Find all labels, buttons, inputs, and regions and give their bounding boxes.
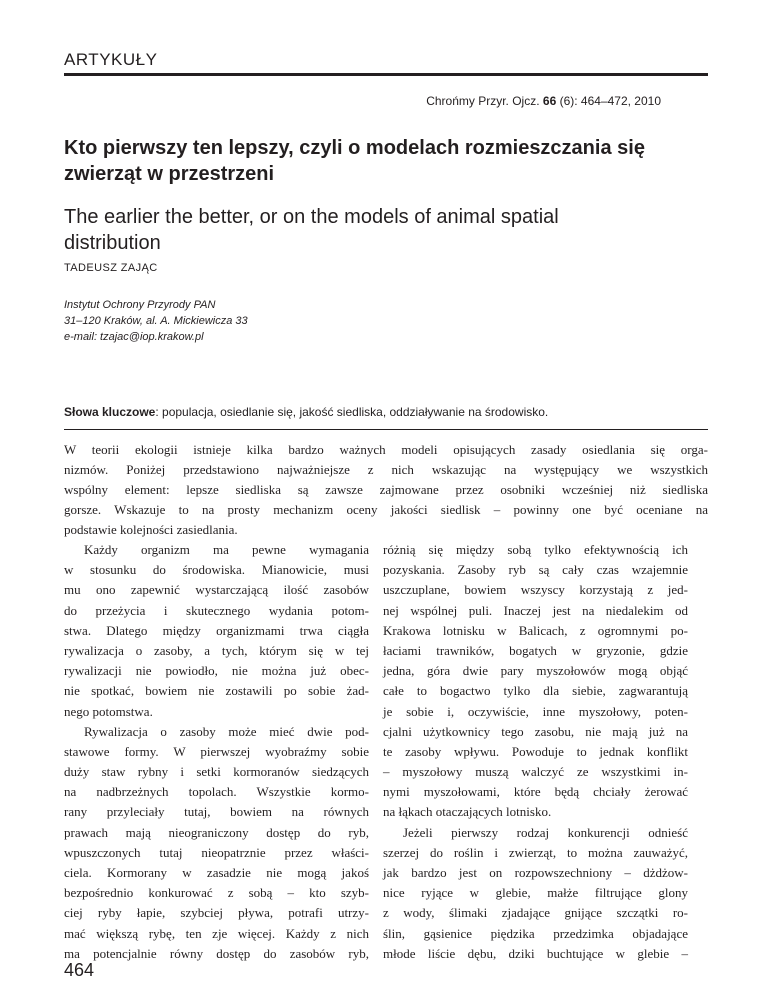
body-line: jedna, góra dwie pary myszołowów mogą objąć (383, 663, 688, 679)
body-line: całe to bogactwo tylko dla siebie, zagwarantują (383, 683, 688, 699)
body-line: stawowe formy. W pierwszej wyobraźmy sobie (64, 743, 369, 759)
journal-ref-suffix: (6): 464–472, 2010 (556, 94, 661, 108)
body-line: Każdy organizm ma pewne wymagania (84, 542, 369, 557)
body-line: jak bardzo jest on rozpowszechniony – dżdżow- (383, 865, 688, 880)
affiliation-email: e-mail: tzajac@iop.krakow.pl (64, 331, 204, 343)
body-line: w stosunku do środowiska. Mianowicie, musi (64, 562, 369, 578)
title-line: zwierząt w przestrzeni (64, 163, 275, 185)
body-line: rany przyleciały tutaj, bowiem na równych (64, 804, 369, 820)
keywords (64, 405, 724, 419)
journal-ref-volume: 66 (542, 94, 557, 108)
body-line: je sobie i, oczywiście, inne myszołowy, poten- (383, 703, 688, 719)
body-line: nymi myszołowami, które będą chciały żerować (383, 784, 688, 800)
body-line: ciej ryby łapie, szybciej pływa, potrafi utrzy- (64, 905, 369, 921)
body-line: nie spotkać, bowiem nie zostawili po sobie żad- (64, 683, 369, 699)
article-title-polish (64, 135, 664, 187)
section-label: ARTYKUŁY (64, 50, 158, 69)
body-line: ciela. Kormorany w zasadzie nie mogą jakoś (64, 865, 369, 880)
body-line: rywalizacja o zasoby, a tych, którym się w tej (64, 642, 369, 658)
title-line: The earlier the better, or on the models of animal spatial (64, 206, 559, 228)
title-line: Kto pierwszy ten lepszy, czyli o modelach rozmieszczania się (64, 137, 645, 159)
body-line: te zasoby wpływu. Powoduje to jednak konflikt (383, 743, 688, 759)
body-line: ślin, gąsienice piędzika przedzimka objadające (383, 925, 688, 941)
abstract (64, 440, 708, 540)
body-line: szerzej do roślin i zwierząt, to można zauważyć, (383, 844, 688, 860)
body-line: wpuszczonych tutaj nieopatrznie przez właści- (64, 844, 369, 860)
body-line: stwa. Dlatego między organizmami trwa ciągła (64, 622, 369, 638)
body-line: pozyskania. Zasoby ryb są cały czas wzajemnie (383, 562, 688, 578)
body-line: nej wspólnej puli. Inaczej jest na niedalekim od (383, 602, 688, 618)
abstract-line: gorsze. Wskazuje to na prosty mechanizm oceny jakości siedlisk – powinny one być oceniane na (64, 502, 708, 517)
abstract-line: podstawie kolejności zasiedlania. (64, 522, 238, 537)
body-line: młode liście dębu, dziki buchtujące w glebie – (383, 945, 688, 961)
affiliation-address: 31–120 Kraków, al. A. Mickiewicza 33 (64, 315, 248, 327)
title-line: distribution (64, 232, 161, 254)
keywords-divider (64, 429, 708, 430)
author-affiliation (64, 297, 248, 345)
body-line: bezpośrednio konkurować z sobą – kto szyb- (64, 885, 369, 901)
affiliation-institute: Instytut Ochrony Przyrody PAN (64, 299, 216, 311)
body-line: prawach mają nieograniczony dostęp do ryb, (64, 824, 369, 840)
body-line: duży staw rybny i setki kormoranów siedzących (64, 764, 369, 780)
body-column-right (383, 540, 688, 964)
body-line: rywalizacji nie powiodło, nie można już obec- (64, 663, 369, 679)
body-line: cjalni użytkownicy tego zasobu, nie mają już na (383, 723, 688, 739)
page-number: 464 (64, 960, 95, 980)
body-line: ma potencjalnie równy dostęp do zasobów ryb, (64, 945, 369, 961)
keywords-text: : populacja, osiedlanie się, jakość siedliska, oddziaływanie na środowisko. (155, 405, 549, 419)
body-line: nego potomstwa. (64, 703, 153, 719)
journal-ref-prefix: Chrońmy Przyr. Ojcz. (426, 94, 543, 108)
body-line: z wody, ślimaki zjadające gnijące szczątki ro- (383, 905, 688, 921)
author-name: TADEUSZ ZAJĄC (64, 262, 158, 274)
body-line: mać większą rybę, ten zje więcej. Każdy z nich (64, 925, 369, 941)
body-line: do przeżycia i skutecznego wydania potom- (64, 602, 369, 618)
body-line: Rywalizacja o zasoby może mieć dwie pod- (84, 723, 369, 739)
body-line: łaciami trawników, bogatych w gryzonie, gdzie (383, 642, 688, 658)
keywords-label: Słowa kluczowe (64, 405, 156, 419)
body-column-left (64, 540, 369, 964)
body-line: Krakowa lotnisku w Balicach, z ogromnymi po- (383, 622, 688, 638)
body-line: różnią się między sobą tylko efektywnością ich (383, 542, 688, 557)
abstract-line: wspólny element: lepsze siedliska są zawsze zajmowane przez osobniki wcześniej niż siedliska (64, 482, 708, 497)
journal-reference (426, 94, 661, 108)
body-line: uszczuplane, bowiem wszyscy korzystają z jed- (383, 582, 688, 598)
body-line: nice ryjące w glebie, małże filtrujące glony (383, 885, 688, 901)
body-line: mu ono zapewnić wystarczającą ilość zasobów (64, 582, 369, 598)
section-divider (64, 73, 708, 76)
body-line: na łąkach otaczających lotnisko. (383, 804, 552, 820)
abstract-line: nizmów. Poniżej przedstawiono najważniejsze z nich wskazując na występujący we wszystkich (64, 462, 708, 477)
abstract-line: W teorii ekologii istnieje kilka bardzo ważnych modeli opisujących zasady osiedlania się orga- (64, 442, 708, 457)
body-line: Jeżeli pierwszy rodzaj konkurencji odnieść (403, 824, 688, 840)
article-title-english (64, 204, 664, 256)
body-line: – myszołowy muszą walczyć ze wszystkimi in- (383, 764, 688, 780)
body-line: na nadbrzeżnych topolach. Wszystkie kormo- (64, 784, 369, 800)
